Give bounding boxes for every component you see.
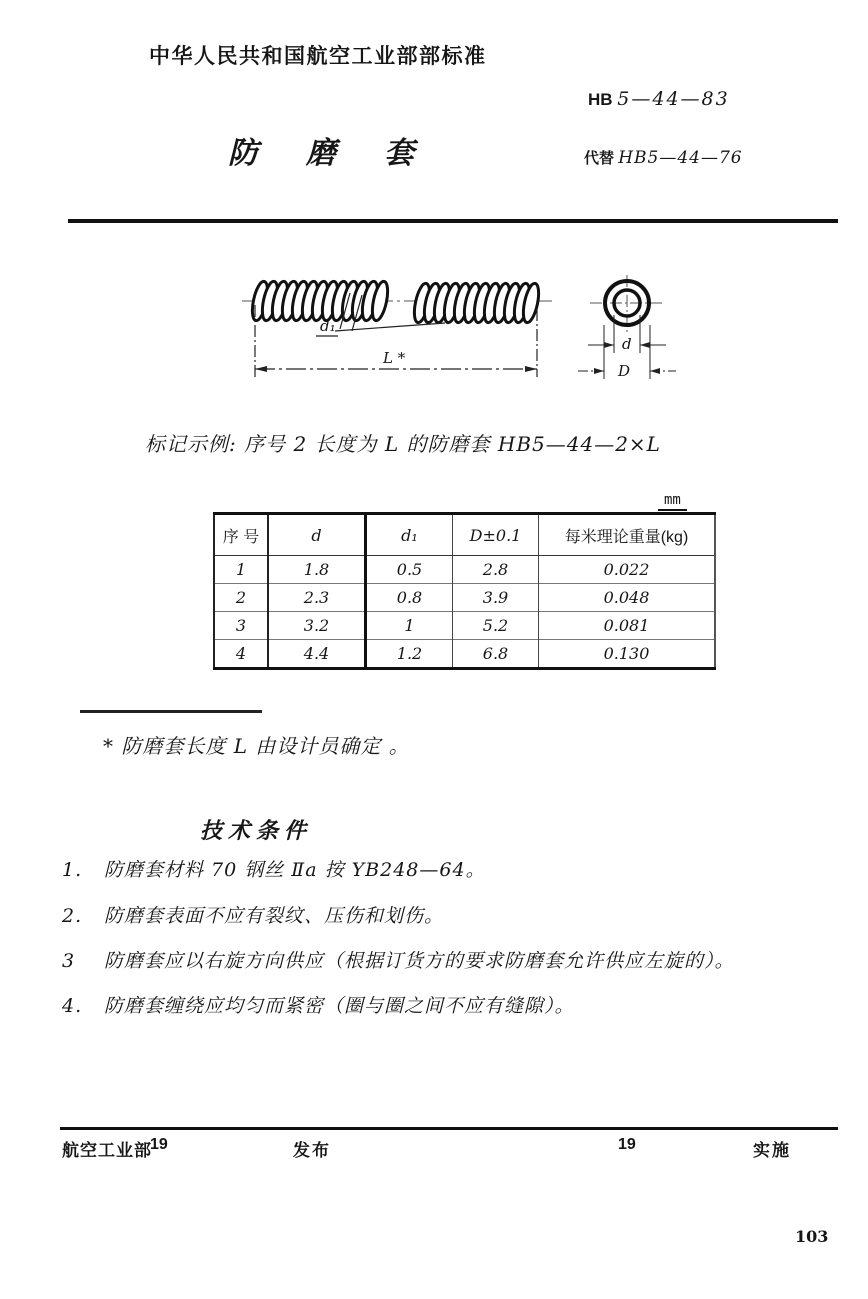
standard-number-prefix: HB — [588, 90, 613, 109]
tech-condition-item — [62, 991, 575, 1018]
footer-impl-year: 19 — [618, 1136, 636, 1153]
table-unit-label: mm — [658, 492, 687, 511]
d-arrow-left — [604, 342, 614, 348]
cell-d: 4.4 — [268, 640, 366, 669]
table-row — [214, 612, 715, 640]
table-row — [214, 640, 715, 669]
tech-condition-item — [62, 855, 486, 882]
cell-seq: 3 — [214, 612, 268, 640]
coil-segment-right — [411, 282, 541, 324]
footer-impl-label: 实施 — [753, 1141, 791, 1160]
cell-seq: 1 — [214, 556, 268, 584]
cell-D: 5.2 — [453, 612, 539, 640]
tech-condition-item — [62, 901, 444, 928]
anti-wear-sleeve-drawing — [240, 273, 710, 401]
cell-weight: 0.081 — [539, 612, 716, 640]
tech-condition-item — [62, 946, 735, 973]
footer-issue-label: 发布 — [293, 1141, 331, 1160]
cell-d: 2.3 — [268, 584, 366, 612]
cell-D: 3.9 — [453, 584, 539, 612]
D-arrow-right — [650, 368, 660, 374]
document-title: 防磨套 — [228, 136, 462, 171]
end-view — [590, 275, 664, 335]
col-header-d1: d₁ — [366, 514, 453, 556]
cell-D: 2.8 — [453, 556, 539, 584]
item-number: 3 — [62, 950, 76, 972]
cell-weight: 0.048 — [539, 584, 716, 612]
col-header-D: D±0.1 — [453, 514, 539, 556]
length-arrow-right — [525, 366, 537, 372]
tech-conditions-heading: 技术条件 — [200, 818, 313, 844]
cell-d1: 1.2 — [366, 640, 453, 669]
footer-issuer: 航空工业部 — [62, 1141, 152, 1160]
item-text: 防磨套缠绕应均匀而紧密（圈与圈之间不应有缝隙）。 — [104, 995, 575, 1017]
footer-divider — [60, 1127, 838, 1130]
header-divider — [68, 219, 838, 223]
cell-D: 6.8 — [453, 640, 539, 669]
D-dimension-label: D — [618, 362, 631, 380]
cell-seq: 2 — [214, 584, 268, 612]
standard-number — [588, 88, 730, 110]
page-number: 103 — [795, 1227, 829, 1246]
item-number: 2. — [62, 905, 83, 927]
cell-d1: 0.5 — [366, 556, 453, 584]
standard-org-title: 中华人民共和国航空工业部部标准 — [149, 45, 487, 68]
footnote-divider — [80, 710, 262, 713]
cell-d1: 1 — [366, 612, 453, 640]
col-header-d: d — [268, 514, 366, 556]
replaces-number: HB5—44—76 — [618, 148, 743, 168]
coil-segment-left — [249, 280, 390, 322]
cell-weight: 0.022 — [603, 560, 650, 579]
length-dimension-label: L * — [383, 349, 406, 367]
cell-seq: 4 — [214, 640, 268, 669]
item-number: 4. — [62, 995, 83, 1017]
dimension-table — [213, 512, 716, 670]
D-arrow-left — [594, 368, 604, 374]
item-text: 防磨套材料 70 钢丝 Ⅱa 按 YB248—64。 — [104, 859, 486, 881]
d-arrow-right — [640, 342, 650, 348]
marking-example: 标记示例: 序号 2 长度为 L 的防磨套 HB5—44—2×L — [145, 432, 661, 456]
replaces-label: 代替 — [584, 150, 615, 167]
d-dimension-label: d — [622, 335, 632, 353]
item-number: 1. — [62, 859, 83, 881]
footer-issue-year: 19 — [150, 1136, 168, 1153]
table-row — [214, 556, 715, 584]
item-text: 防磨套表面不应有裂纹、压伤和划伤。 — [104, 905, 445, 927]
cell-weight: 0.130 — [539, 640, 716, 669]
cell-d1: 0.8 — [366, 584, 453, 612]
length-arrow-left — [255, 366, 267, 372]
table-row — [214, 584, 715, 612]
item-text: 防磨套应以右旋方向供应（根据订货方的要求防磨套允许供应左旋的）。 — [104, 950, 735, 972]
col-header-weight: 每米理论重量(kg) — [539, 514, 716, 556]
col-header-seq: 序 号 — [214, 514, 268, 556]
d1-dimension-label: d₁ — [320, 317, 336, 335]
table-header-row — [214, 514, 715, 556]
footnote: * 防磨套长度 L 由设计员确定 。 — [103, 734, 410, 758]
standard-number-value: 5—44—83 — [617, 88, 730, 110]
replaces-line — [584, 147, 743, 168]
cell-d: 1.8 — [268, 556, 366, 584]
cell-d: 3.2 — [268, 612, 366, 640]
